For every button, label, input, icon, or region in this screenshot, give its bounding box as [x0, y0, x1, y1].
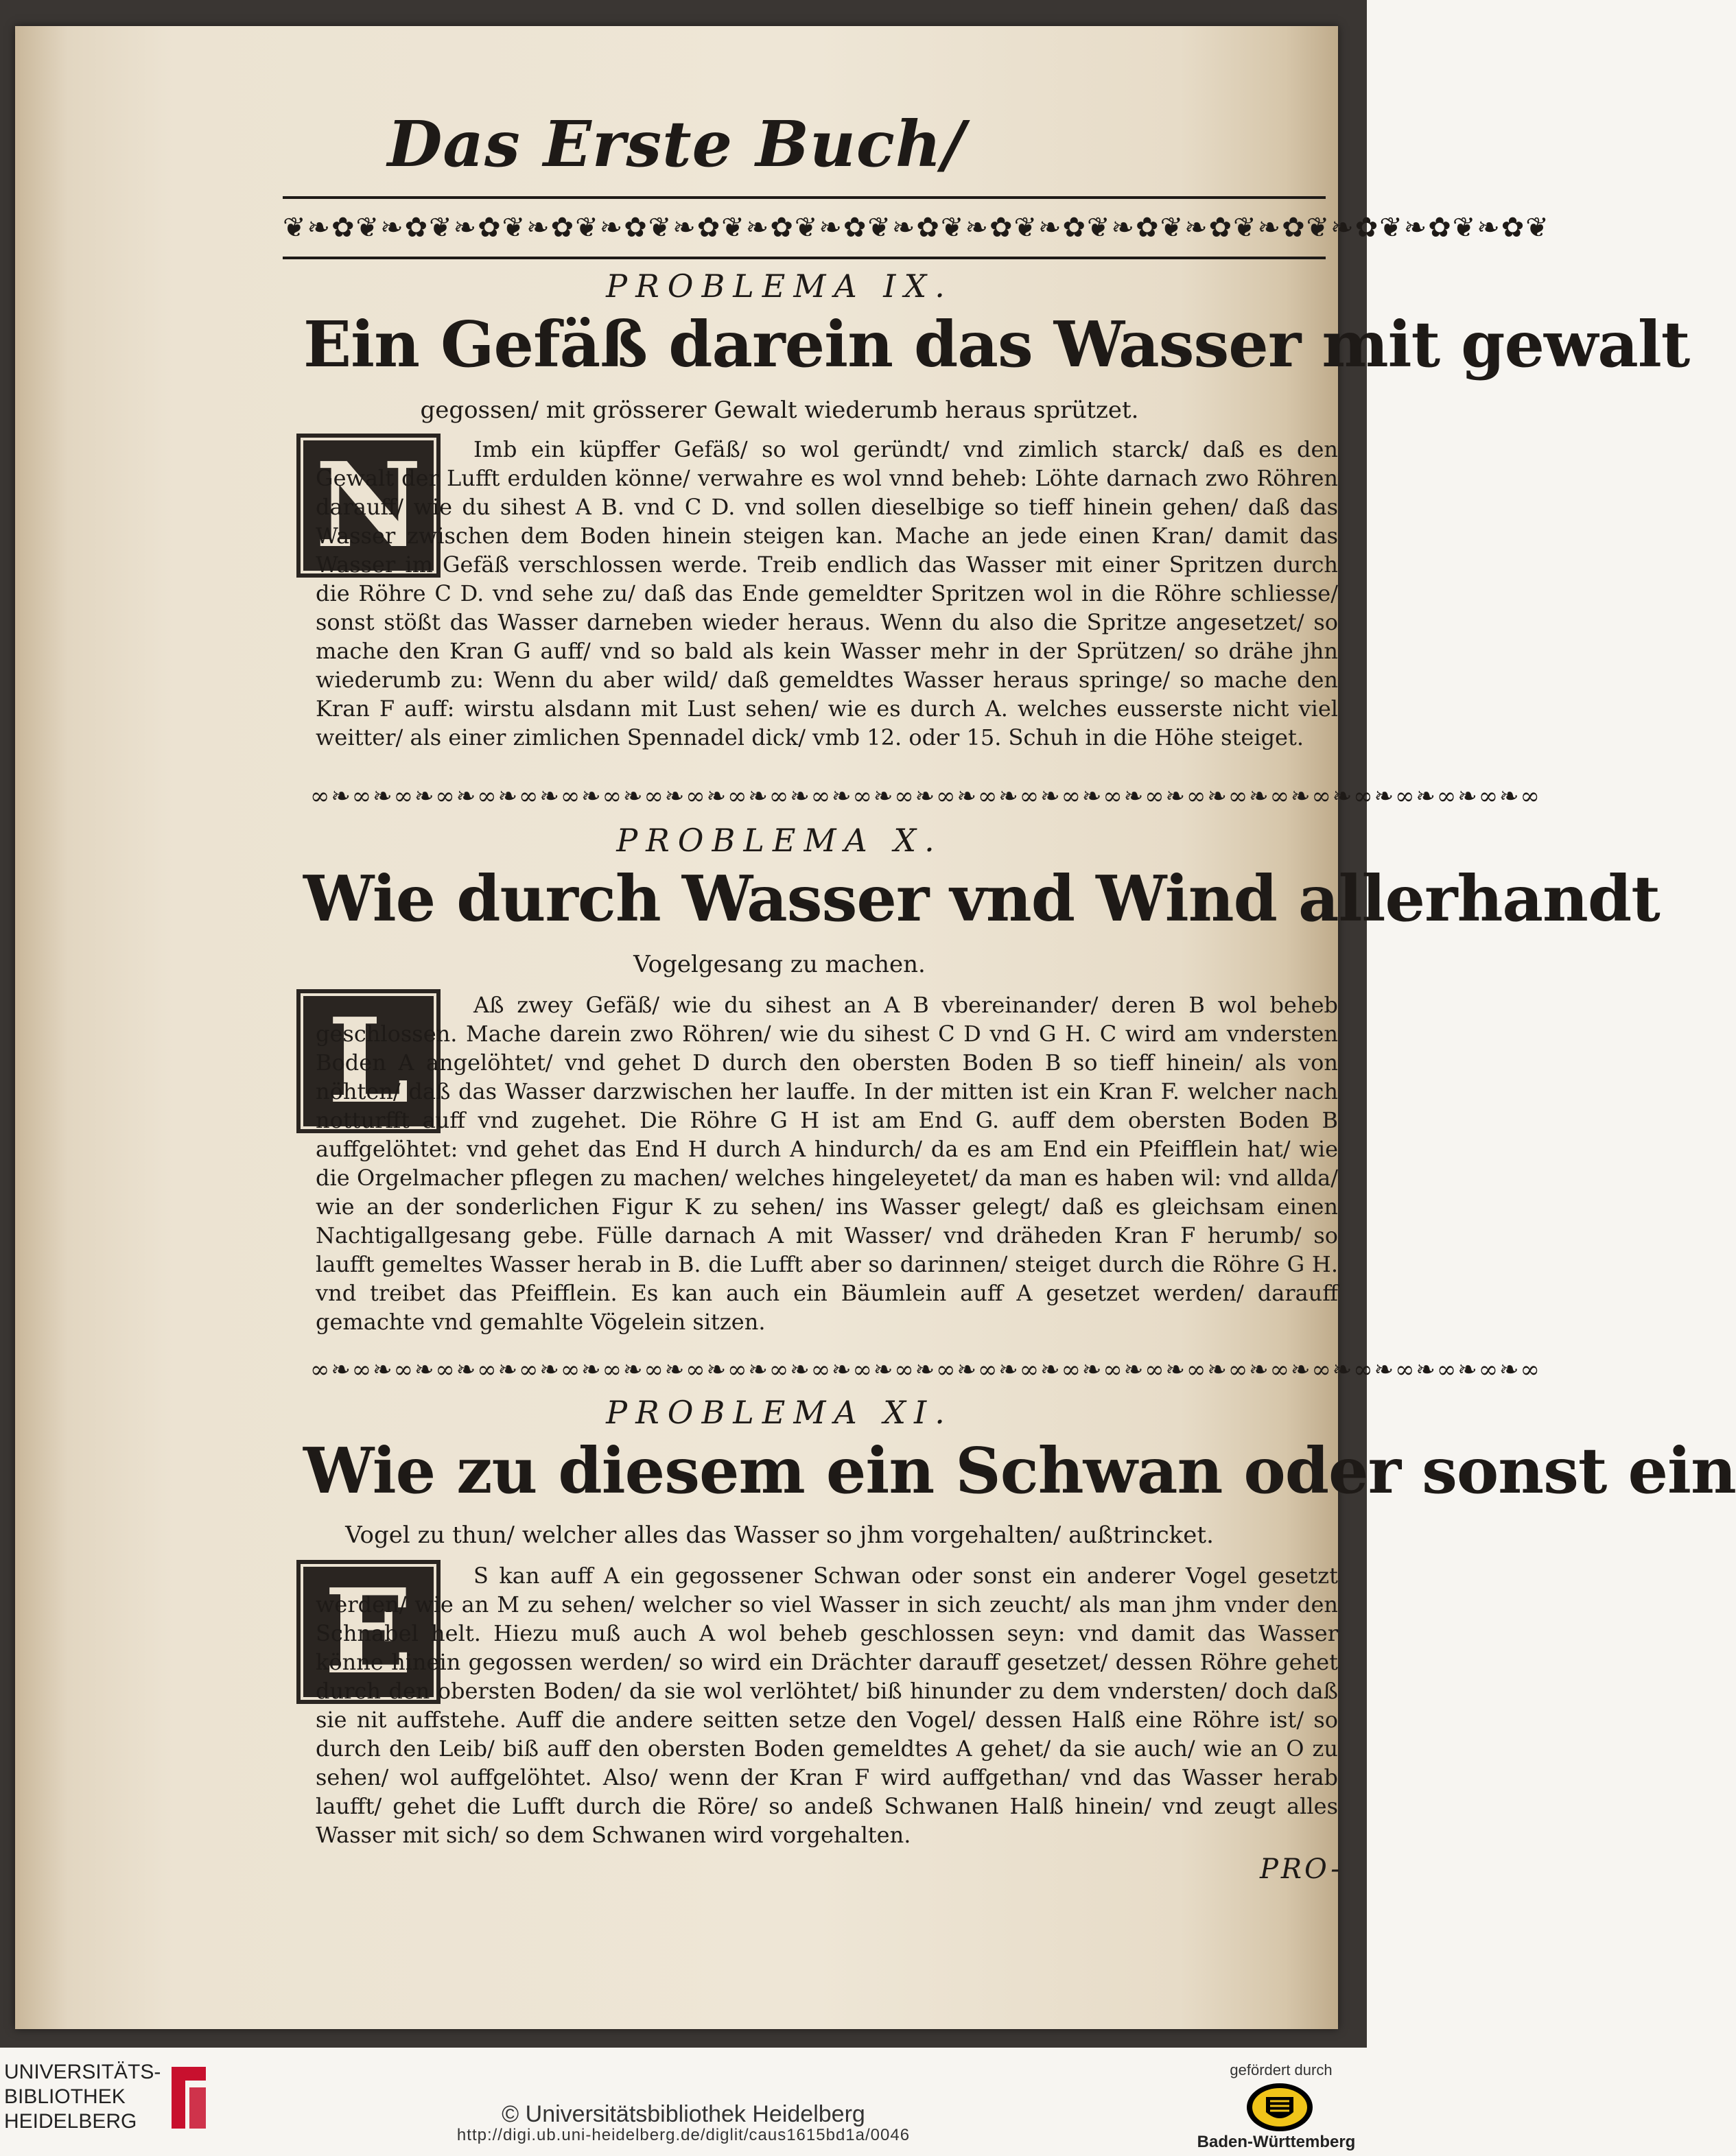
decorated-initial-xi: E [296, 1560, 441, 1704]
ornament-band-top: ❦❧✿❦❧✿❦❧✿❦❧✿❦❧✿❦❧✿❦❧✿❦❧✿❦❧✿❦❧✿❦❧✿❦❧✿❦❧✿❦❧✿❦❧✿❦❧✿❦❧✿❦ [283, 196, 1326, 259]
library-name-line-1: UNIVERSITÄTS- [4, 2061, 161, 2083]
decorated-initial-ix: N [296, 434, 441, 578]
problem-title-xi: Wie zu diesem ein Schwan oder sonst ein [303, 1434, 1736, 1508]
problem-title-ix: Ein Gefäß darein das Wasser mit gewalt [303, 307, 1690, 381]
sponsor-label: gefördert durch [1230, 2061, 1333, 2078]
problem-subtitle-x: Vogelgesang zu machen. [633, 951, 926, 978]
decorated-initial-x: L [296, 989, 441, 1133]
problem-label-xi: PROBLEMA XI. [606, 1394, 953, 1431]
problem-title-x: Wie durch Wasser vnd Wind allerhandt [303, 862, 1660, 936]
problem-text-ix: Imb ein küpffer Gefäß/ so wol geründt/ vnd zimlich starck/ daß es den Gewalt der Lufft erdulden könne/ verwahre es wol vnnd beheb: Löhte darnach zwo Röhren darauff/ wie du sihest A B. vnd C D. vnd sollen dieselbige so tieff hinein gehen/ daß das Wasser zwischen dem Boden hinein steigen kan. Mache an jede einen Kran/ damit das Wasser im Gefäß verschlossen werde. Treib endlich das Wasser mit einer Spritzen durch die Röhre C D. vnd sehe zu/ daß das Ende gemeldter Spritzen wol in die Röhre schliesse/ sonst stößt das Wasser darneben wieder heraus. Wenn du also die Spritze angesetzet/ so mache den Kran G auff/ vnd so bald als kein Wasser mehr in der Sprützen/ so drähe jhn wiederumb zu: Wenn du aber wild/ daß gemeldtes Wasser heraus springe/ so mache den Kran F auff: wirstu alsdann mit Lust sehen/ wie es durch A. welches eusserste nicht viel weitter/ als einer zimlichen Spennadel dick/ vmb 12. oder 15. Schuh in die Höhe steiget. [316, 436, 1338, 750]
problem-subtitle-xi: Vogel zu thun/ welcher alles das Wasser so jhm vorgehalten/ außtrincket. [345, 1521, 1214, 1549]
book-page [15, 26, 1736, 2029]
library-name-line-2: BIBLIOTHEK [4, 2085, 126, 2108]
sponsor-name: Baden-Württemberg [1197, 2133, 1356, 2151]
catchword: PRO- [1260, 1853, 1343, 1885]
running-head: Das Erste Buch/ [387, 107, 966, 181]
baden-wuerttemberg-crest-icon [1245, 2082, 1314, 2133]
copyright-notice: © Universitätsbibliothek Heidelberg [502, 2101, 865, 2127]
problem-label-ix: PROBLEMA IX. [606, 268, 953, 305]
problem-subtitle-ix: gegossen/ mit grösserer Gewalt wiederumb heraus sprützet. [420, 396, 1139, 424]
footer [0, 2048, 1367, 2156]
source-url[interactable]: http://digi.ub.uni-heidelberg.de/diglit/caus1615bd1a/0046 [456, 2126, 911, 2144]
library-name-line-3: HEIDELBERG [4, 2110, 137, 2133]
problem-text-x: Aß zwey Gefäß/ wie du sihest an A B vbereinander/ deren B wol beheb geschlossen. Mache darein zwo Röhren/ wie du sihest C D vnd G H. C wird am vndersten Boden A angelöhtet/ vnd gehet D durch den obersten Boden B so tieff hinein/ als von nöhten/ daß das Wasser darzwischen her lauffe. In der mitten ist ein Kran F. welcher nach notturfft auff vnd zugehet. Die Röhre G H ist am End G. auff dem obersten Boden B auffgelöhtet: vnd gehet das End H durch A hindurch/ da es am End ein Pfeifflein hat/ wie die Orgelmacher pflegen zu machen/ welches hingeleyetet/ da man es haben wil: vnd allda/ wie an der sonderlichen Figur K zu sehen/ ins Wasser gelegt/ daß es gleichsam einen Nachtigallgesang gebe. Fülle darnach A mit Wasser/ vnd dräheden Kran F herumb/ so laufft gemeltes Wasser herab in B. die Lufft aber so darinnen/ steiget durch die Röhre G H. vnd treibet das Pfeifflein. Es kan auch ein Bäumlein auff A gesetzet werden/ darauff gemachte vnd gemahlte Vögelein sitzen. [316, 992, 1338, 1335]
problem-text-xi: S kan auff A ein gegossener Schwan oder sonst ein anderer Vogel gesetzt werden/ wie an M zu sehen/ welcher so viel Wasser in sich zeucht/ als man jhm vnder den Schnabel helt. Hiezu muß auch A wol beheb geschlossen seyn: vnd damit das Wasser könne hinein gegossen werden/ so wird ein Drächter darauff gesetzet/ dessen Röhre gehet durch den obersten Boden/ da sie wol verlöhtet/ biß hinunder zu dem vndersten/ doch daß sie nit auffstehe. Auff die andere seitten setze den Vogel/ dessen Halß eine Röhre ist/ so durch den Leib/ biß auff den obersten Boden gemeldtes A gehet/ da sie auch/ wie an O zu sehen/ wol auffgelöhtet. Also/ wenn der Kran F wird auffgethan/ vnd das Wasser herab laufft/ gehet die Lufft durch die Röre/ so andeß Schwanen Halß hinein/ vnd zeugt alles Wasser mit sich/ so dem Schwanen wird vorgehalten. [316, 1563, 1338, 1848]
ornament-divider-1: ∞❧∞❧∞❧∞❧∞❧∞❧∞❧∞❧∞❧∞❧∞❧∞❧∞❧∞❧∞❧∞❧∞❧∞❧∞❧∞❧∞❧∞❧∞❧∞❧∞❧∞❧∞❧∞❧∞❧∞ [310, 783, 1541, 810]
ornament-divider-2: ∞❧∞❧∞❧∞❧∞❧∞❧∞❧∞❧∞❧∞❧∞❧∞❧∞❧∞❧∞❧∞❧∞❧∞❧∞❧∞❧∞❧∞❧∞❧∞❧∞❧∞❧∞❧∞❧∞❧∞ [310, 1356, 1541, 1384]
problem-label-x: PROBLEMA X. [616, 822, 943, 859]
